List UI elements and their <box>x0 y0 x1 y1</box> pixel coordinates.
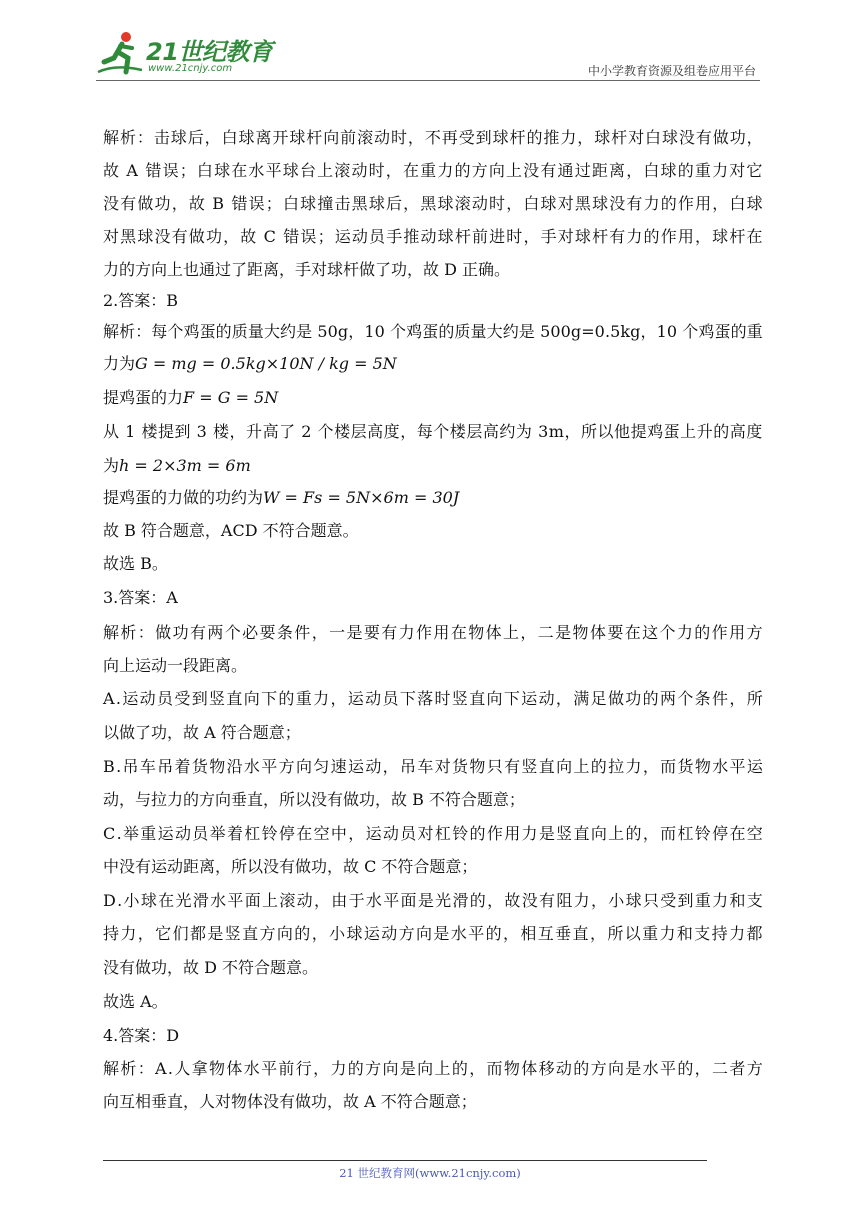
text-line: 没有做功，故 D 不符合题意。 <box>103 958 319 977</box>
logo-title: 21世纪教育 <box>146 38 273 66</box>
text-line: 为h = 2×3m = 6m <box>103 456 251 475</box>
text-line: 中没有运动距离，所以没有做功，故 C 不符合题意； <box>103 857 478 876</box>
runner-logo-icon <box>96 28 146 78</box>
text-line: 持 力 ， 它 们 都 是 竖 直 方 向 的 ， 小 球 运 动 方 向 是 水 平 的 ， 相 互 垂 直 ， 所 以 重 力 和 支 持 力 都 <box>103 924 763 943</box>
footer-divider <box>103 1160 707 1161</box>
text-line: 没 有 做 功 ， 故 B 错 误 ； 白 球 撞 击 黑 球 后 ， 黑 球 滚 动 时 ， 白 球 对 黑 球 没 有 力 的 作 用 ， 白 球 <box>103 194 763 213</box>
text-line: 提鸡蛋的力做的功约为W = Fs = 5N×6m = 30J <box>103 488 460 507</box>
text-line: 动，与拉力的方向垂直，所以没有做功，故 B 不符合题意； <box>103 790 525 809</box>
text-line: 以做了功，故 A 符合题意； <box>103 723 301 742</box>
text-line: 力为G = mg = 0.5kg×10N / kg = 5N <box>103 354 397 373</box>
formula: G = mg = 0.5kg×10N / kg = 5N <box>135 354 397 373</box>
text-line: 向互相垂直，人对物体没有做功，故 A 不符合题意； <box>103 1092 477 1111</box>
text-line: 解 析 ： A . 人 拿 物 体 水 平 前 行 ， 力 的 方 向 是 向 上 的 ， 而 物 体 移 动 的 方 向 是 水 平 的 ， 二 者 方 <box>103 1059 763 1078</box>
text-line: D . 小 球 在 光 滑 水 平 面 上 滚 动 ， 由 于 水 平 面 是 光 滑 的 ， 故 没 有 阻 力 ， 小 球 只 受 到 重 力 和 支 <box>103 891 763 910</box>
text-line: 故 B 符合题意，ACD 不符合题意。 <box>103 521 359 540</box>
text-line: 对 黑 球 没 有 做 功 ， 故 C 错 误 ； 运 动 员 手 推 动 球 杆 前 进 时 ， 手 对 球 杆 有 力 的 作 用 ， 球 杆 在 <box>103 227 763 246</box>
text-line: A . 运 动 员 受 到 竖 直 向 下 的 重 力 ， 运 动 员 下 落 时 竖 直 向 下 运 动 ， 满 足 做 功 的 两 个 条 件 ， 所 <box>103 689 763 708</box>
formula: h = 2×3m = 6m <box>119 456 251 475</box>
logo-url: www.21cnjy.com <box>148 63 233 74</box>
answer-heading: 4.答案：D <box>103 1026 180 1045</box>
text-line: 解 析 ： 每 个 鸡 蛋 的 质 量 大 约 是 5 0 g ， 1 0 个 鸡 蛋 的 质 量 大 约 是 5 0 0 g = 0 . 5 k g ， 1 0 个 鸡 蛋 的 重 <box>103 322 763 341</box>
formula: F = G = 5N <box>183 388 279 407</box>
logo <box>96 28 276 78</box>
header-platform-text: 中小学教育资源及组卷应用平台 <box>587 64 756 78</box>
text-line: B . 吊 车 吊 着 货 物 沿 水 平 方 向 匀 速 运 动 ， 吊 车 对 货 物 只 有 竖 直 向 上 的 拉 力 ， 而 货 物 水 平 运 <box>103 757 763 776</box>
text-line: 故 A 错 误 ； 白 球 在 水 平 球 台 上 滚 动 时 ， 在 重 力 的 方 向 上 没 有 通 过 距 离 ， 白 球 的 重 力 对 它 <box>103 161 763 180</box>
text-line: 力的方向上也通过了距离，手对球杆做了功，故 D 正确。 <box>103 260 511 279</box>
text-line: 向上运动一段距离。 <box>103 656 248 675</box>
text-line: C . 举 重 运 动 员 举 着 杠 铃 停 在 空 中 ， 运 动 员 对 杠 铃 的 作 用 力 是 竖 直 向 上 的 ， 而 杠 铃 停 在 空 <box>103 824 763 843</box>
footer-text: 21 世纪教育网(www.21cnjy.com) <box>339 1166 521 1180</box>
text-line: 从 1 楼 提 到 3 楼 ， 升 高 了 2 个 楼 层 高 度 ， 每 个 楼 层 高 约 为 3 m ， 所 以 他 提 鸡 蛋 上 升 的 高 度 <box>103 422 763 441</box>
formula: W = Fs = 5N×6m = 30J <box>263 488 460 507</box>
answer-heading: 3.答案：A <box>103 588 178 607</box>
text-line: 解 析 ： 击 球 后 ， 白 球 离 开 球 杆 向 前 滚 动 时 ， 不 再 受 到 球 杆 的 推 力 ， 球 杆 对 白 球 没 有 做 功 ， <box>103 128 763 147</box>
header-divider <box>96 80 760 81</box>
text-line: 解 析 ： 做 功 有 两 个 必 要 条 件 ， 一 是 要 有 力 作 用 在 物 体 上 ， 二 是 物 体 要 在 这 个 力 的 作 用 方 <box>103 623 763 642</box>
text-line: 故选 A。 <box>103 992 168 1011</box>
text-line: 故选 B。 <box>103 554 168 573</box>
text-line: 提鸡蛋的力F = G = 5N <box>103 388 279 407</box>
page-header <box>96 28 760 80</box>
answer-heading: 2.答案：B <box>103 291 179 310</box>
